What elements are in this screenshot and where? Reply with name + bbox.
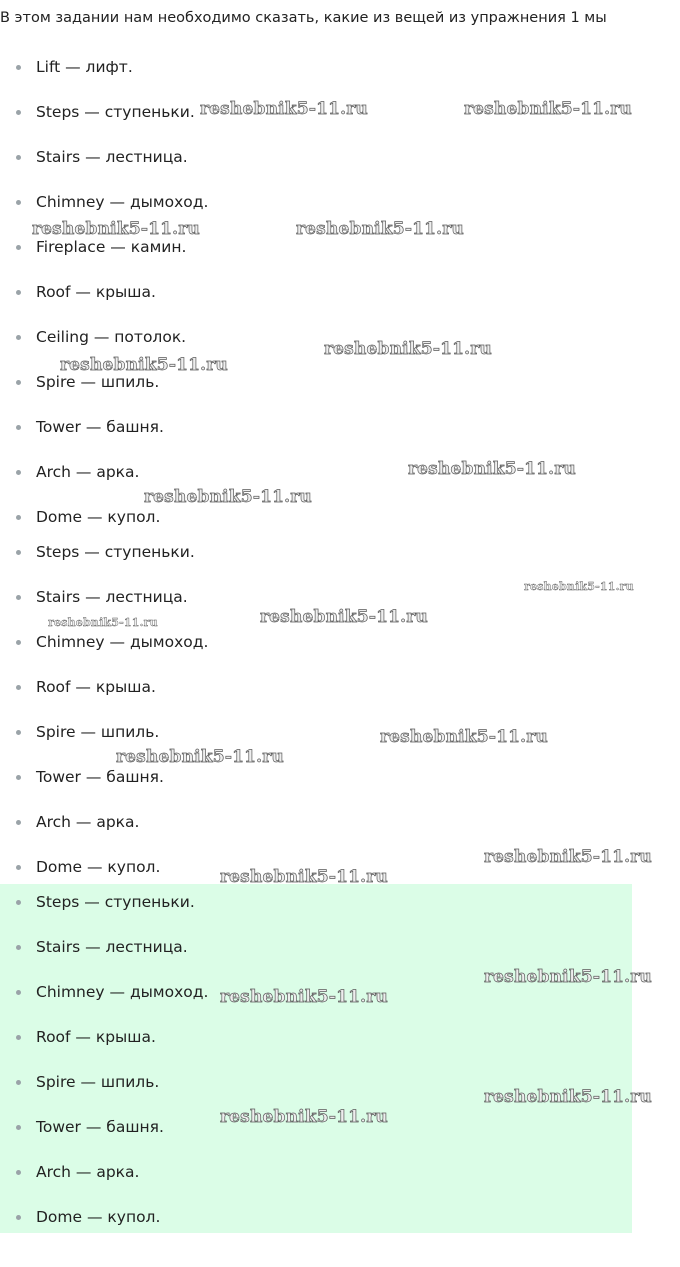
list-item-text: Spire — шпиль. [36,373,160,391]
bullet-dot [16,1035,21,1040]
bullet-dot [16,65,21,70]
list-item-text: Steps — ступеньки. [36,543,195,561]
watermark-text: reshebnik5-11.ru [144,487,312,507]
bullet-dot [16,425,21,430]
watermark-text: reshebnik5-11.ru [484,1087,652,1107]
bullet-dot [16,380,21,385]
list-item-text: Chimney — дымоход. [36,983,209,1001]
list-item-text: Dome — купол. [36,858,161,876]
bullet-dot [16,110,21,115]
bullet-dot [16,865,21,870]
bullet-dot [16,775,21,780]
list-item-text: Stairs — лестница. [36,588,188,606]
watermark-text: reshebnik5-11.ru [380,727,548,747]
list-item-text: Fireplace — камин. [36,238,187,256]
watermark-text: reshebnik5-11.ru [524,580,634,593]
bullet-dot [16,550,21,555]
watermark-text: reshebnik5-11.ru [32,219,200,239]
watermark-text: reshebnik5-11.ru [220,1107,388,1127]
bullet-dot [16,640,21,645]
list-item-text: Chimney — дымоход. [36,633,209,651]
bullet-dot [16,155,21,160]
watermark-text: reshebnik5-11.ru [220,867,388,887]
list-item-text: Dome — купол. [36,508,161,526]
bullet-dot [16,245,21,250]
list-item-text: Arch — арка. [36,1163,140,1181]
list-item-text: Arch — арка. [36,813,140,831]
list-item-text: Tower — башня. [36,768,164,786]
bullet-dot [16,290,21,295]
watermark-text: reshebnik5-11.ru [464,99,632,119]
bullet-dot [16,595,21,600]
list-item-text: Tower — башня. [36,1118,164,1136]
bullet-dot [16,945,21,950]
watermark-text: reshebnik5-11.ru [60,355,228,375]
list-item-text: Spire — шпиль. [36,1073,160,1091]
list-item-text: Chimney — дымоход. [36,193,209,211]
watermark-text: reshebnik5-11.ru [116,747,284,767]
bullet-dot [16,900,21,905]
watermark-text: reshebnik5-11.ru [484,967,652,987]
bullet-dot [16,335,21,340]
bullet-dot [16,1080,21,1085]
bullet-dot [16,685,21,690]
list-item-text: Tower — башня. [36,418,164,436]
list-item-text: Stairs — лестница. [36,148,188,166]
watermark-text: reshebnik5-11.ru [48,616,158,629]
list-item-text: Arch — арка. [36,463,140,481]
list-item-text: Ceiling — потолок. [36,328,187,346]
watermark-text: reshebnik5-11.ru [220,987,388,1007]
watermark-text: reshebnik5-11.ru [296,219,464,239]
bullet-dot [16,515,21,520]
list-item-text: Spire — шпиль. [36,723,160,741]
bullet-dot [16,200,21,205]
intro-text: В этом задании нам необходимо сказать, какие из вещей из упражнения 1 мы [0,10,607,26]
watermark-text: reshebnik5-11.ru [200,99,368,119]
list-item-text: Stairs — лестница. [36,938,188,956]
watermark-text: reshebnik5-11.ru [260,607,428,627]
watermark-text: reshebnik5-11.ru [324,339,492,359]
bullet-dot [16,730,21,735]
bullet-dot [16,1215,21,1220]
list-item-text: Roof — крыша. [36,283,156,301]
list-item-text: Roof — крыша. [36,678,156,696]
bullet-dot [16,1170,21,1175]
watermark-text: reshebnik5-11.ru [484,847,652,867]
list-item-text: Lift — лифт. [36,58,133,76]
watermark-text: reshebnik5-11.ru [408,459,576,479]
bullet-dot [16,470,21,475]
list-item-text: Steps — ступеньки. [36,893,195,911]
bullet-dot [16,820,21,825]
list-item-text: Steps — ступеньки. [36,103,195,121]
list-item-text: Dome — купол. [36,1208,161,1226]
list-item-text: Roof — крыша. [36,1028,156,1046]
bullet-dot [16,990,21,995]
bullet-dot [16,1125,21,1130]
